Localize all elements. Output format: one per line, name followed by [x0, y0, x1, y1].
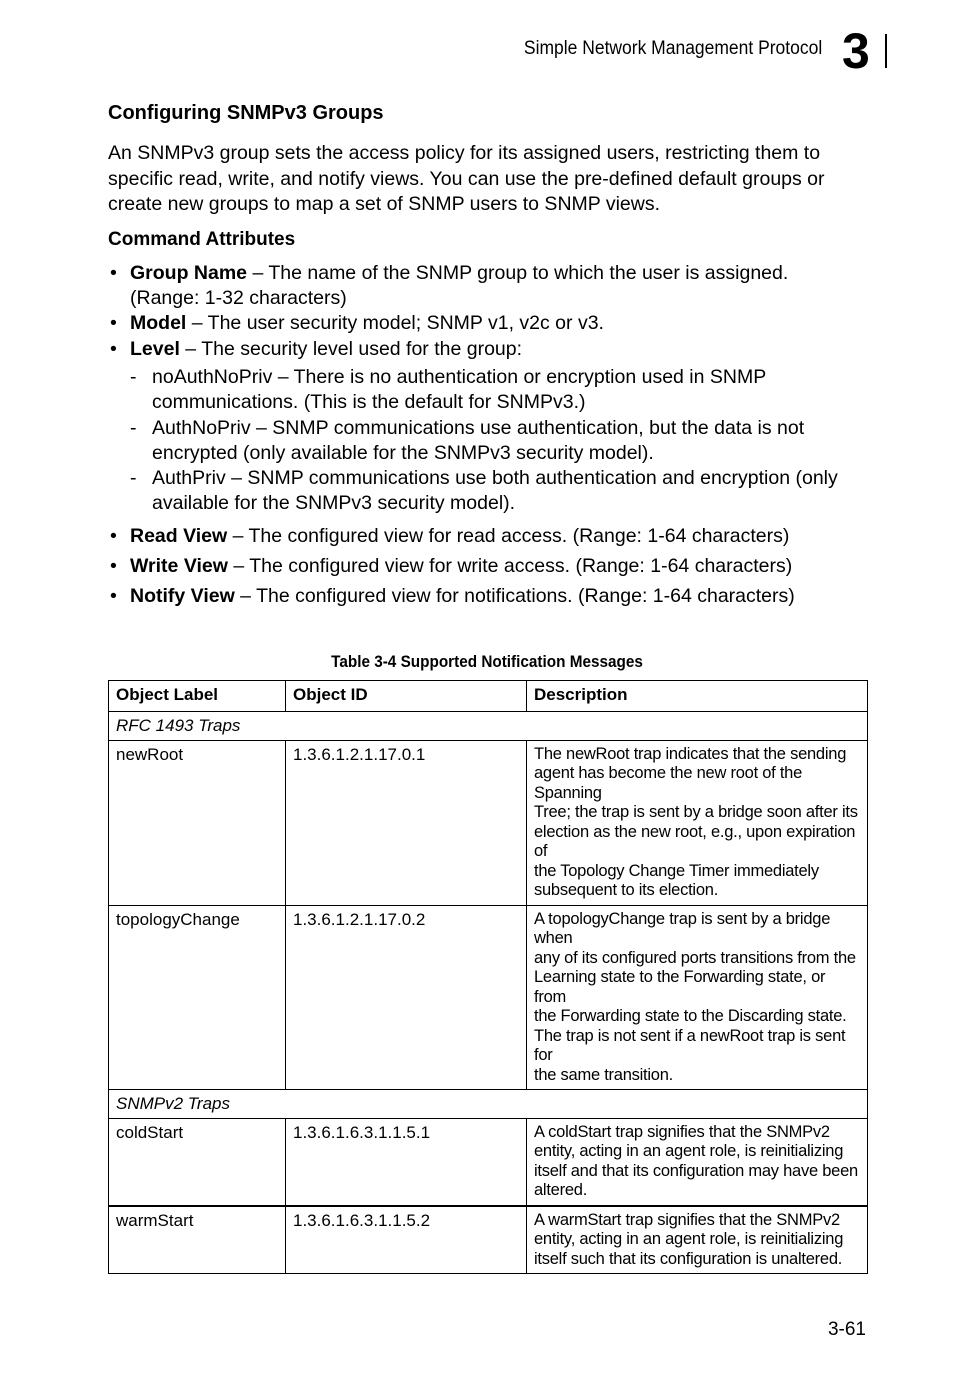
- desc-level: – The security level used for the group:: [179, 338, 523, 360]
- desc-write-view: – The configured view for write access. (Range: 1-64 characters): [227, 555, 793, 577]
- object-description: A warmStart trap signifies that the SNMPv2 entity, acting in an agent role, is reinitializing itself such that its configuration is unaltered.: [527, 1206, 868, 1274]
- table-row: [109, 1206, 868, 1274]
- term-group-name: Group Name: [130, 262, 248, 284]
- object-id: 1.3.6.1.2.1.17.0.2: [286, 905, 527, 1090]
- object-id: 1.3.6.1.6.3.1.1.5.2: [286, 1206, 527, 1274]
- bullet-icon: •: [110, 585, 117, 607]
- bullet-icon: •: [110, 312, 117, 334]
- range-group-name: (Range: 1-32 characters): [130, 287, 347, 309]
- table-group-row: [109, 712, 868, 741]
- bullet-icon: •: [110, 555, 117, 577]
- object-description: A topologyChange trap is sent by a bridge when any of its configured ports transitions from the Learning state to the Forwarding state, or from the Forwarding state to the Discarding state. The trap is not sent if a newRoot trap is sent for the same transition.: [527, 905, 868, 1090]
- term-model: Model: [130, 312, 187, 334]
- object-description: A coldStart trap signifies that the SNMPv2 entity, acting in an agent role, is reinitializing itself and that its configuration may have been altered.: [527, 1118, 868, 1206]
- intro-line: An SNMPv3 group sets the access policy for its assigned users, restricting them to: [108, 142, 821, 164]
- table-row: [109, 905, 868, 1090]
- object-label: coldStart: [109, 1118, 286, 1206]
- table-header-row: [109, 681, 868, 712]
- term-notify-view: Notify View: [130, 585, 235, 607]
- column-header: Description: [527, 681, 868, 712]
- bullet-icon: •: [110, 338, 117, 360]
- object-label: warmStart: [109, 1206, 286, 1274]
- table-group-row: [109, 1090, 868, 1119]
- page-number: 3-61: [827, 1319, 866, 1340]
- desc-model: – The user security model; SNMP v1, v2c or v3.: [186, 312, 604, 334]
- column-header: Object ID: [286, 681, 527, 712]
- table-row: [109, 1118, 868, 1206]
- table-caption: Table 3-4 Supported Notification Messages: [331, 652, 643, 671]
- header-title: Simple Network Management Protocol: [523, 38, 822, 59]
- chapter-number: 3: [842, 23, 870, 79]
- term-write-view: Write View: [130, 555, 228, 577]
- desc-notify-view: – The configured view for notifications. (Range: 1-64 characters): [234, 585, 795, 607]
- desc-read-view: – The configured view for read access. (Range: 1-64 characters): [227, 525, 790, 547]
- object-description: The newRoot trap indicates that the sending agent has become the new root of the Spanning Tree; the trap is sent by a bridge soon after its election as the new root, e.g., upon expiration of the Topology Change Timer immediately subsequent to its election.: [527, 740, 868, 905]
- notification-messages-table: [108, 680, 868, 1274]
- group-label: SNMPv2 Traps: [109, 1090, 868, 1119]
- bullet-icon: •: [110, 525, 117, 547]
- term-level: Level: [130, 338, 180, 360]
- object-label: topologyChange: [109, 905, 286, 1090]
- intro-line: specific read, write, and notify views. You can use the pre-defined default groups or: [108, 167, 825, 190]
- command-attributes-heading: Command Attributes: [108, 229, 296, 250]
- group-label: RFC 1493 Traps: [109, 712, 868, 741]
- bullet-icon: •: [110, 262, 117, 284]
- table-row: [109, 740, 868, 905]
- object-id: 1.3.6.1.2.1.17.0.1: [286, 740, 527, 905]
- object-id: 1.3.6.1.6.3.1.1.5.1: [286, 1118, 527, 1206]
- chapter-divider: [885, 34, 887, 68]
- desc-group-name: – The name of the SNMP group to which the user is assigned.: [247, 262, 789, 284]
- object-label: newRoot: [109, 740, 286, 905]
- section-title: Configuring SNMPv3 Groups: [108, 102, 384, 124]
- term-read-view: Read View: [130, 525, 228, 547]
- column-header: Object Label: [109, 681, 286, 712]
- intro-paragraph: [108, 141, 878, 218]
- intro-line: create new groups to map a set of SNMP users to SNMP views.: [108, 193, 661, 215]
